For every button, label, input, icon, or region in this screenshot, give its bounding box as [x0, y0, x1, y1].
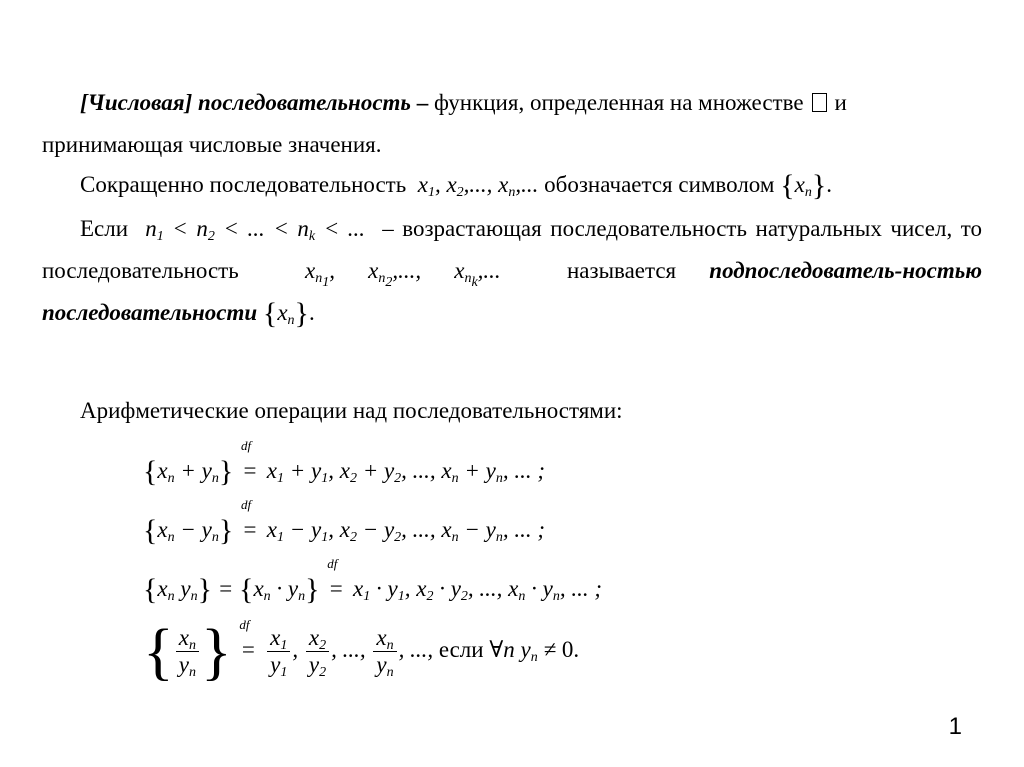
- notation-text: Сокращенно последовательность: [80, 172, 407, 197]
- subsequence-terms: $x_{n_1}$, $x_{n_2}$,..., $x_{n_k}$,...: [271, 258, 534, 290]
- formula-quotient: { $\frac{x_n}{y_n}$ } df = $\frac{x_1}{y_1}$ , $\frac{x_2}{y_2}$ , ..., $\frac{x_n}{y_n}$ , ..., если ∀n $y_n \ne 0$.: [143, 615, 580, 687]
- definition-and: и: [834, 90, 847, 115]
- subsequence-text: – возрастающая последовательность натуральных чисел, то последовательность: [42, 216, 983, 283]
- subsequence-called: называется: [566, 258, 677, 283]
- notation-text-after: обозначается символом: [544, 172, 775, 197]
- page-number: 1: [948, 713, 962, 740]
- notation-paragraph: [42, 164, 982, 206]
- natural-numbers-symbol: [812, 93, 827, 112]
- subsequence-if: Если: [80, 216, 129, 241]
- subsequence-term: подпоследователь-ностью последовательности: [42, 258, 983, 325]
- formula-product: {$x_n$ $y_n\} = \{x_n \cdot y_n\}$ df = $x_1 \cdot y_1$, $x_2 \cdot y_2$, ..., $x_n \cdot y_n$, ... ;: [143, 556, 603, 606]
- formula-difference: $\{x_n - y_n\}$ df = $x_1 - y_1$, $x_2 - y_2$, ..., $x_n - y_n$, ... ;: [143, 497, 546, 547]
- index-inequality: $n_1 < n_2$ < ... < $n_k$ < ...: [136, 216, 374, 244]
- definition-paragraph: [42, 82, 982, 166]
- formula-sum: $\{x_n + y_n\}$ df = $x_1 + y_1$, $x_2 + y_2$, ..., $x_n + y_n$, ... ;: [143, 438, 546, 488]
- sequence-symbol: $\{x_n\}$.: [780, 169, 832, 202]
- sequence-terms: $x_1$, $x_2$,..., $x_n$,...: [411, 172, 539, 200]
- subsequence-symbol: $\{x_n\}$.: [262, 297, 315, 330]
- definition-text: функция, определенная на множестве: [433, 90, 804, 115]
- definition-term: [Числовая] последовательность: [80, 90, 411, 115]
- subsequence-paragraph: [42, 208, 982, 334]
- operations-heading: Арифметические операции над последовательностями:: [80, 398, 623, 423]
- definition-text-cont: принимающая числовые значения.: [42, 132, 382, 157]
- definition-dash: –: [410, 90, 434, 115]
- if-word: если: [438, 636, 484, 662]
